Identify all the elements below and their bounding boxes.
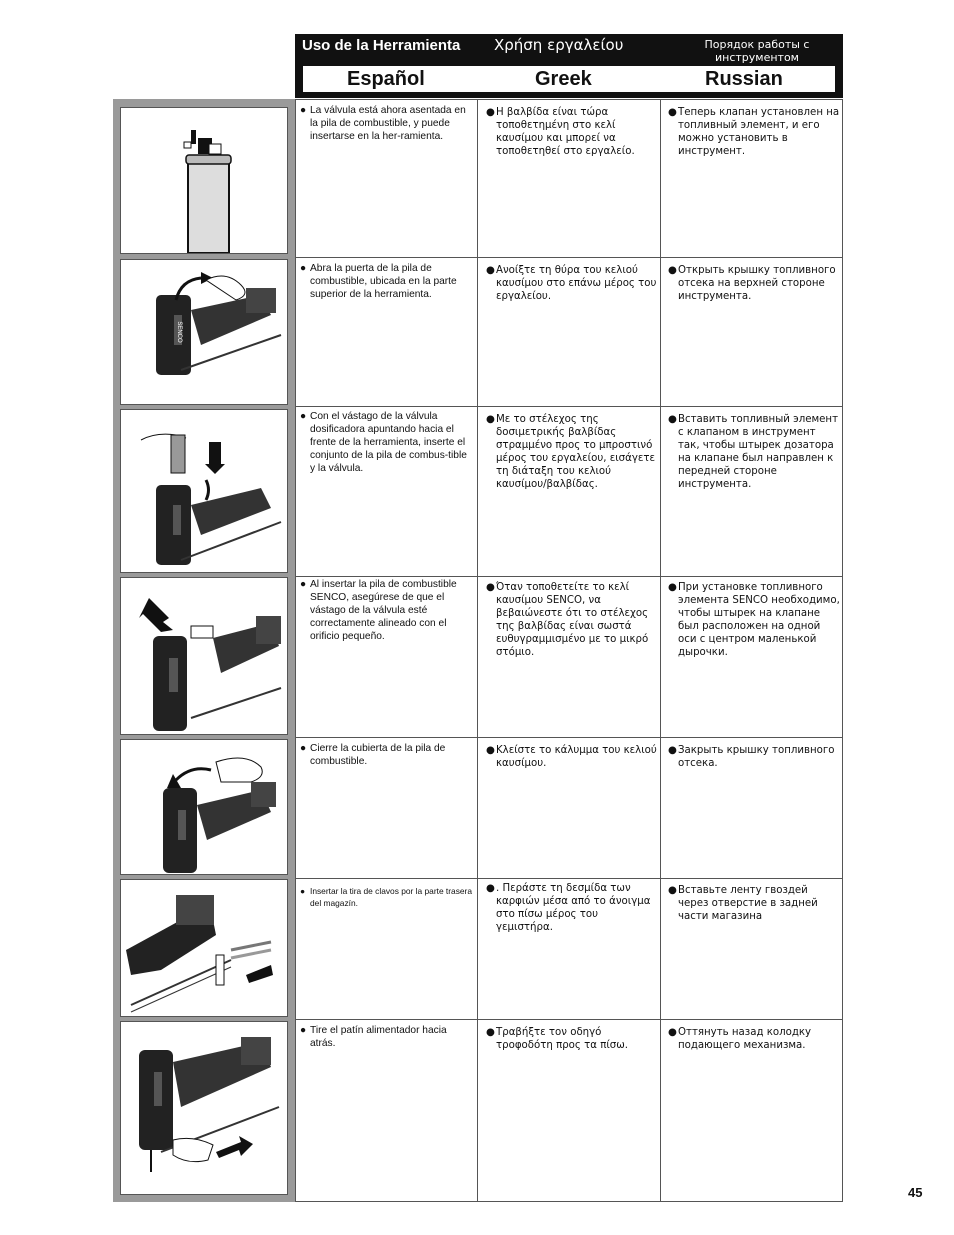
language-ru: Russian <box>705 68 783 90</box>
header-title-ru: Порядок работы с инструментом <box>704 38 810 64</box>
illustration-insert-fuel-cell <box>120 409 288 573</box>
senco-logo: SENCO <box>176 321 182 343</box>
header-title-gr: Χρήση εργαλείου <box>494 36 624 54</box>
row-3-gr: ● Με το στέλεχος της δοσιμετρικής βαλβίδας στραμμένο προς το μπροστινό μέρος του εργαλείου, εισάγετε τη διάταξη του κελιού καυσίμου/βαλβίδας. <box>486 414 656 490</box>
row-5-es: ● Cierre la cubierta de la pila de combustible. <box>300 743 446 767</box>
row-2-gr: ● Ανοίξτε τη θύρα του κελιού καυσίμου στο επάνω μέρος του εργαλείου. <box>486 265 657 302</box>
row-5-gr: ● Κλείστε το κάλυμμα του κελιού καυσίμου. <box>486 745 657 769</box>
row-3-ru: ● Вставить топливный элемент с клапаном в инструмент так, чтобы штырек дозатора на клапане был направлен к передней стороне инструмента. <box>668 414 839 490</box>
language-band <box>302 65 836 93</box>
row-6-gr: ● . Περάστε τη δεσμίδα των καρφιών μέσα από το άνοιγμα στο πίσω μέρος του γεμιστήρα. <box>486 883 651 933</box>
row-2-ru: ● Открыть крышку топливного отсека на верхней стороне инструмента. <box>668 265 836 302</box>
instructions-table <box>295 99 843 1202</box>
illustration-open-fuel-door <box>120 259 288 405</box>
row-1-ru: ● Теперь клапан установлен на топливный элемент, и его можно установить в инструмент. <box>668 107 840 157</box>
row-3-es: ● Con el vástago de la válvula dosificadora apuntando hacia el frente de la herramienta, inserte el conjunto de la pila de combus-tible y la válvula. <box>300 411 467 474</box>
language-es: Español <box>347 68 425 90</box>
language-gr: Greek <box>535 68 592 90</box>
row-1-es: ● La válvula está ahora asentada en la pila de combustible, y puede insertarse en la her-ramienta. <box>300 105 466 142</box>
row-6-es: ● Insertar la tira de clavos por la parte trasera del magazín. <box>300 886 472 908</box>
row-6-ru: ● Вставьте ленту гвоздей через отверстие в задней части магазина <box>668 885 818 922</box>
illustration-column <box>113 99 295 1202</box>
row-4-gr: ● Όταν τοποθετείτε το κελί καυσίμου SENCO, να βεβαιώνεστε ότι το στέλεχος της βαλβίδας είναι σωστά ευθυγραμμισμένο με το μικρό στόμιο. <box>486 582 649 658</box>
page-number: 45 <box>908 1185 923 1200</box>
header-title-es: Uso de la Herramienta <box>302 37 461 54</box>
row-5-ru: ● Закрыть крышку топливного отсека. <box>668 745 835 769</box>
row-7-ru: ● Оттянуть назад колодку подающего механизма. <box>668 1027 812 1051</box>
illustration-nail-strip <box>120 879 288 1017</box>
row-2-es: ● Abra la puerta de la pila de combustible, ubicada en la parte superior de la herramienta. <box>300 263 457 300</box>
illustration-pull-feeder <box>120 1021 288 1195</box>
row-4-ru: ● При установке топливного элемента SENCO необходимо, чтобы штырек на клапане был расположен на одной оси с центром маленькой дырочки. <box>668 582 840 658</box>
row-1-gr: ● Η βαλβίδα είναι τώρα τοποθετημένη στο κελί καυσίμου και μπορεί να τοποθετηθεί στο εργαλείο. <box>486 107 635 157</box>
page-header <box>295 34 843 98</box>
row-7-es: ● Tire el patín alimentador hacia atrás. <box>300 1025 447 1049</box>
illustration-align-valve <box>120 577 288 735</box>
illustration-fuel-cell-valve <box>120 107 288 254</box>
row-7-gr: ● Τραβήξτε τον οδηγό τροφοδότη προς τα πίσω. <box>486 1027 629 1051</box>
row-4-es: ● Al insertar la pila de combustible SENCO, asegúrese de que el vástago de la válvula esté correctamente alineado con el orificio pequeño. <box>300 579 457 642</box>
illustration-close-cover <box>120 739 288 875</box>
